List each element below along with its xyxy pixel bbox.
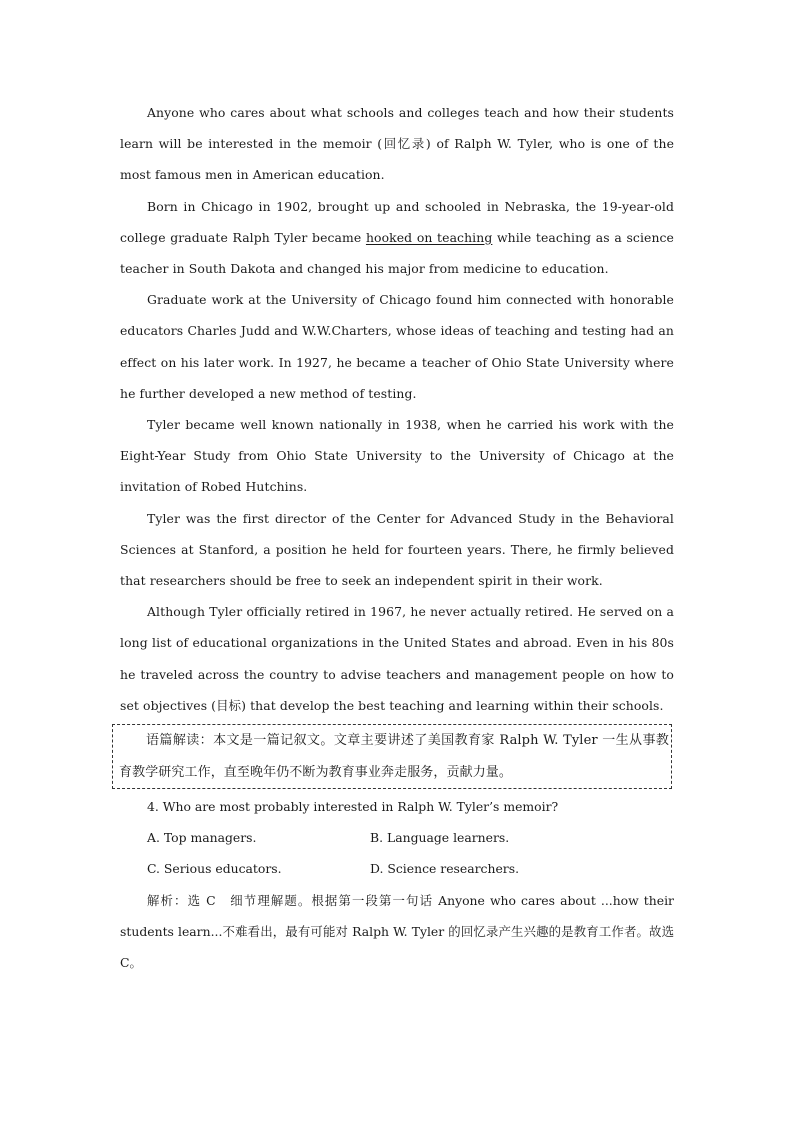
- underlined-phrase: hooked on teaching: [365, 229, 493, 245]
- option-a: A. Top managers.: [147, 830, 257, 846]
- summary-box: [112, 724, 672, 789]
- analysis-text: 解析：选 C 细节理解题。根据第一段第一句话 Anyone who cares about ...how their students learn...不难看出，最有可能对 Ralph W. Tyler 的回忆录产生兴趣的是教育工作者。故选 C。: [120, 892, 674, 971]
- passage-paragraph-6: Although Tyler officially retired in 1967, he never actually retired. He served on a long list of educational organizations in the United States and abroad. Even in his 80s he traveled across the country to advise teachers and management people on how to set objectives (目标) that develop the best teaching and learning within their schools.: [120, 604, 674, 713]
- option-c: C. Serious educators.: [147, 861, 282, 877]
- option-d: D. Science researchers.: [370, 861, 520, 877]
- answer-options: [120, 822, 674, 884]
- option-b: B. Language learners.: [370, 830, 510, 846]
- summary-text: 语篇解读：本文是一篇记叙文。文章主要讲述了美国教育家 Ralph W. Tyler 一生从事教育教学研究工作，直至晚年仍不断为教育事业奔走服务，贡献力量。: [119, 733, 669, 780]
- passage-paragraph-4: Tyler became well known nationally in 1938, when he carried his work with the Eight-Year Study from Ohio State University to the University of Chicago at the invitation of Robed Hutchins.: [120, 417, 674, 495]
- document-page: [120, 97, 674, 978]
- question-stem: 4. Who are most probably interested in Ralph W. Tyler’s memoir?: [147, 799, 559, 815]
- passage-paragraph-2-start: Born in Chicago in 1902, brought up and schooled in Nebraska, the 19-year-old college graduate Ralph Tyler became: [120, 198, 674, 245]
- passage-paragraph-3: Graduate work at the University of Chicago found him connected with honorable educators Charles Judd and W.W.Charters, whose ideas of teaching and testing had an effect on his later work. In 1927, he became a teacher of Ohio State University where he further developed a new method of testing.: [120, 292, 674, 401]
- passage-paragraph-2: [120, 191, 674, 285]
- passage-paragraph-5: Tyler was the first director of the Center for Advanced Study in the Behavioral Sciences at Stanford, a position he held for fourteen years. There, he firmly believed that researchers should be free to seek an independent spirit in their work.: [120, 510, 674, 589]
- passage-paragraph-2-end: while teaching as a science teacher in South Dakota and changed his major from medicine to education.: [120, 229, 674, 277]
- passage-paragraph-1: Anyone who cares about what schools and colleges teach and how their students learn will be interested in the memoir (回忆录) of Ralph W. Tyler, who is one of the most famous men in American education.: [120, 105, 674, 183]
